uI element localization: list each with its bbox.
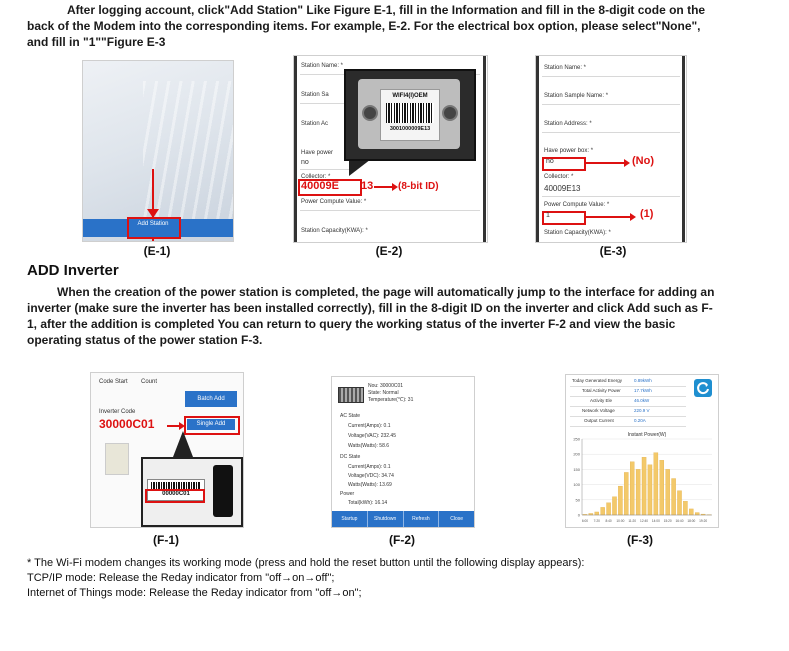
single-add-button[interactable]: Single Add [187,419,235,430]
e3-rule [542,104,680,105]
f3-row-key: Today Generated Energy [572,378,623,383]
e1-background-grid [143,81,233,221]
e3-rule [542,76,680,77]
caption-e2: (E-2) [375,244,403,258]
f2-ac-0: Current(Amps): 0.1 [348,423,391,429]
f2-power-title: Power [340,491,355,497]
figure-f1 [90,372,244,528]
refresh-icon[interactable] [694,379,712,397]
bar [689,509,693,515]
section-title: ADD Inverter [27,262,119,279]
e3-field-2: Station Address: * [544,121,592,127]
e2-rule [300,103,350,104]
e2-left-bar [294,56,297,242]
y-tick-label: 0 [577,512,580,518]
f1-tab-code-start[interactable]: Code Start [99,379,128,385]
bar [607,503,611,515]
f2-ac-1: Voltage(VAC): 232.45 [348,433,396,439]
e3-field-7: Power Compute Value: * [544,202,610,208]
instant-power-chart [568,429,716,525]
bar [695,513,699,515]
f3-row-3 [570,407,686,417]
f1-callout-pointer [173,431,193,457]
section-line-3: 1, after the addition is completed You can return to query the working status of the inverter F-2 and view the basic [27,317,676,331]
x-tick-label: 6:00 [581,519,589,523]
bar [683,501,687,515]
e2-field-3: Have power [301,150,334,156]
bar [618,486,622,515]
bar [642,457,646,515]
e3-rule [542,132,680,133]
section-line-4: operating status of the power station F-3. [27,333,263,347]
f3-row-val: 220.9 V [634,408,650,413]
f1-module-photo [105,443,129,475]
f3-row-key: Activity Ele [590,398,613,403]
e3-annotation-one: (1) [640,208,654,220]
footer-line-2: TCP/IP mode: Release the Reday indicator from "off→on→off"; [27,572,335,584]
e3-field-4[interactable]: no [546,158,554,165]
f3-row-2 [570,397,686,407]
e3-field-0: Station Name: * [544,65,587,71]
batch-add-button[interactable]: Batch Add [185,391,237,407]
startup-button[interactable]: Startup [332,511,368,527]
e2-modem-callout [344,69,476,161]
refresh-button[interactable]: Refresh [404,511,440,527]
f3-row-key: Total Activity Power [582,388,621,393]
f1-plate-box [145,489,205,503]
f2-head-2: Temperature(℃): 31 [368,397,414,403]
shutdown-button[interactable]: Shutdown [368,511,404,527]
bar [636,469,640,515]
e3-field-1: Station Sample Name: * [544,93,609,99]
e2-field-5: Collector: * [301,174,331,180]
bar [648,465,652,515]
bar [601,507,605,515]
figure-f3 [565,374,719,528]
y-tick-label: 200 [573,451,580,457]
e2-field-2: Station Ac [301,121,329,127]
y-tick-label: 250 [573,436,580,442]
e3-right-bar [682,56,685,242]
f3-row-key: Output Current [584,418,614,423]
refresh-icon-glyph [694,379,712,397]
bar [666,469,670,515]
intro-line-3: and fill in "1""Figure E-3 [27,35,166,49]
e2-sticker-code: 3001000009E13 [389,126,431,132]
f3-row-val: 46.0kW [634,398,650,403]
e2-rule [300,210,480,211]
f1-code-value[interactable]: 30000C01 [99,417,155,431]
screw-icon [442,105,458,121]
bar [630,462,634,515]
caption-f3: (F-3) [627,533,653,547]
f3-row-4 [570,417,686,427]
e2-field-4: no [301,159,309,166]
e2-modem-plate [358,79,460,149]
x-tick-label: 7:20 [593,519,600,523]
e3-arrow-no [586,162,626,164]
footer-line-3: Internet of Things mode: Release the Reday indicator from "off→on"; [27,587,362,599]
e3-field-3: Have power box: * [544,148,594,154]
bar [654,453,658,515]
section-line-1: When the creation of the power station is completed, the page will automatically jump to the interface for adding an [57,285,715,299]
e3-arrow-one [586,216,632,218]
f1-inverter-photo [141,457,243,527]
e2-collector-value[interactable]: 40009E [301,180,339,192]
f2-dc-1: Voltage(VDC): 34.74 [348,473,394,479]
bar [672,479,676,515]
x-tick-label: 12:40 [640,519,649,523]
x-tick-label: 10:00 [616,519,625,523]
x-tick-label: 11:20 [628,519,637,523]
e2-field-6: Power Compute Value: * [301,199,367,205]
e3-field-8[interactable]: 1 [546,212,550,219]
intro-line-1: After logging account, click"Add Station" Like Figure E-1, fill in the Information and fill in the 8-digit code on the [67,3,706,17]
f2-head-0: Nou: 30000C01 [368,383,404,389]
e2-sticker-top: WIFI4(I)OEM [392,93,428,99]
intro-line-2: back of the Modem into the corresponding items. For example, E-2. For the electrical box option, please select"None", [27,19,701,33]
e2-collector-suffix: 13 [361,180,374,192]
bar [624,472,628,515]
f2-dc-title: DC State [340,454,361,460]
e3-arrow-one-head [630,213,636,221]
x-tick-label: 19:20 [699,519,708,523]
caption-f2: (F-2) [389,533,415,547]
f2-dc-2: Watts(Watts): 13.69 [348,482,392,488]
figure-e1 [82,60,234,242]
f3-row-1 [570,387,686,397]
screw-icon [362,105,378,121]
caption-f1: (F-1) [153,533,179,547]
figure-f2 [331,376,475,528]
f3-row-key: Network Voltage [582,408,615,413]
caption-e3: (E-3) [599,244,627,258]
e3-left-bar [536,56,539,242]
bar [677,491,681,515]
x-tick-label: 18:00 [687,519,696,523]
barcode-icon [386,103,434,123]
f2-ac-title: AC State [340,413,361,419]
x-tick-label: 15:20 [663,519,672,523]
e2-annotation: (8-bit ID) [398,181,439,192]
e2-field-7: Station Capacity(KWA): * [301,228,368,234]
f1-tab-count[interactable]: Count [141,379,158,385]
f3-row-val: 0.89kWh [634,378,652,383]
f3-row-val: 17.7kWh [634,388,652,393]
f2-dc-0: Current(Amps): 0.1 [348,464,391,470]
close-button[interactable]: Close [450,516,464,522]
y-tick-label: 100 [573,482,580,488]
e3-field-6: 40009E13 [544,184,581,193]
bar [595,512,599,515]
section-line-2: inverter (make sure the inverter has been installed correctly), fill in the 8-digit ID on the inverter and click Add such as F- [27,301,713,315]
add-station-button[interactable]: Add Station [137,221,169,227]
footer-line-1: * The Wi-Fi modem changes its working mode (press and hold the reset button until the following display appears): [27,557,585,569]
f3-row-val: 0.20A [634,418,646,423]
f1-connector [213,465,233,517]
e3-rule [542,196,680,197]
e2-right-bar [483,56,486,242]
figure-e2 [293,55,488,243]
bar [660,460,664,515]
f2-button-bar [332,511,474,527]
x-tick-label: 8:40 [605,519,612,523]
caption-e1: (E-1) [143,244,171,258]
chart-title: Instant Power(W) [627,432,667,438]
bar [612,497,616,515]
f1-code-label: Inverter Code [99,409,136,415]
e3-field-5: Collector: * [544,174,574,180]
e2-field-0: Station Name: * [301,63,344,69]
f2-power-0: Total(kWh): 16.14 [348,500,388,506]
f1-plate-code: 00000C01 [162,491,190,497]
x-tick-label: 16:40 [675,519,684,523]
f2-head-1: State: Normal [368,390,399,396]
f2-ac-2: Watts(Watts): 58.6 [348,443,390,449]
figure-e3 [535,55,687,243]
e3-arrow-no-head [624,159,630,167]
e2-sticker [380,89,440,141]
e2-rule [300,169,350,170]
e3-field-9: Station Capacity(KWA): * [544,230,611,236]
inverter-icon [338,387,364,403]
f3-row-0 [570,377,686,387]
y-tick-label: 50 [575,497,580,503]
x-tick-label: 14:00 [651,519,660,523]
e2-field-1: Station Sa [301,92,329,98]
y-tick-label: 150 [573,466,580,472]
e3-annotation-no: (No) [632,155,654,167]
